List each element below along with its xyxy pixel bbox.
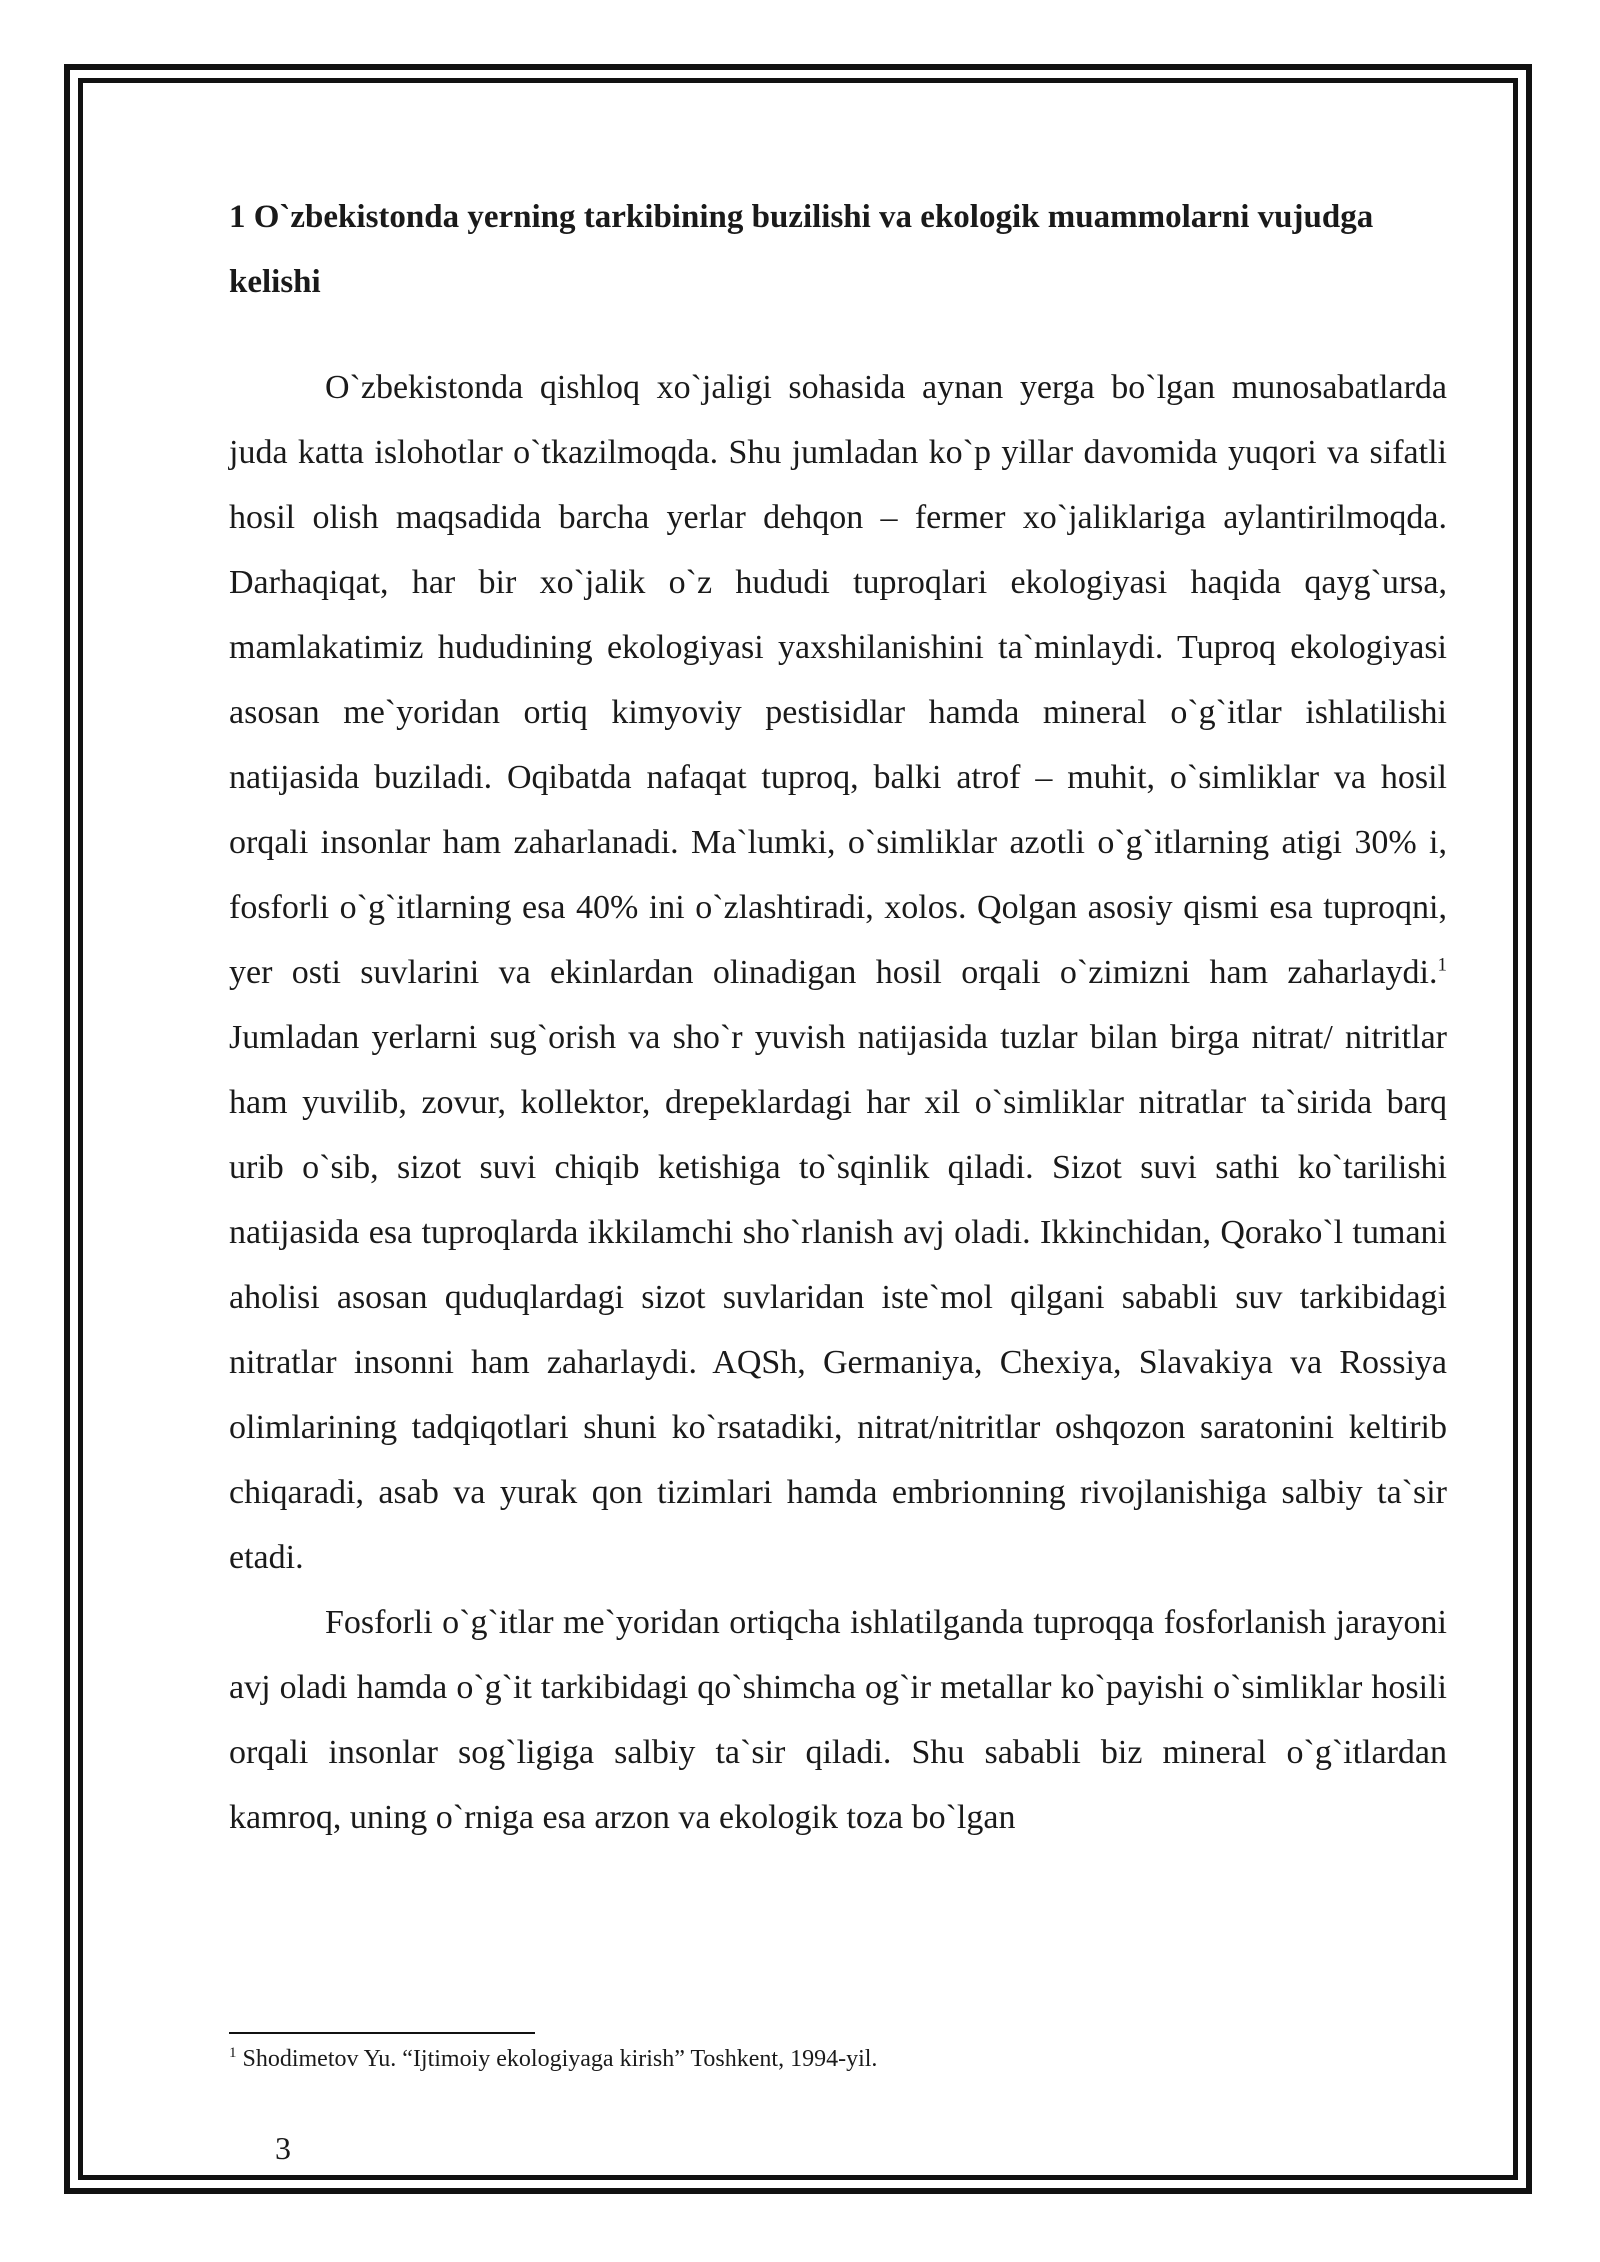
paragraph-1-text-a: O`zbekistonda qishloq xo`jaligi sohasida aynan yerga bo`lgan munosabatlarda juda katta islohotlar o`tkazilmoqda. Shu jumladan ko`p yillar davomida yuqori va sifatli hosil olish maqsadida barcha yerlar dehqon – fermer xo`jaliklariga aylantirilmoqda. Darhaqiqat, har bir xo`jalik o`z hududi tuproqlari ekologiyasi haqida qayg`ursa, mamlakatimiz hududining ekologiyasi yaxshilanishini ta`minlaydi. Tuproq ekologiyasi asosan me`yoridan ortiq kimyoviy pestisidlar hamda mineral o`g`itlar ishlatilishi natijasida buziladi. Oqibatda nafaqat tuproq, balki atrof – muhit, o`simliklar va hosil orqali insonlar ham zaharlanadi. Ma`lumki, o`simliklar azotli o`g`itlarning atigi 30% i, fosforli o`g`itlarning esa 40% ini o`zlashtiradi, xolos. Qolgan asosiy qismi esa tuproqni, yer osti suvlarini va ekinlardan olinadigan hosil orqali o`zimizni ham zaharlaydi. — [229, 369, 1447, 991]
paragraph-1-text-b: Jumladan yerlarni sug`orish va sho`r yuvish natijasida tuzlar bilan birga nitrat/ nitritlar ham yuvilib, zovur, kollektor, drepeklardagi har xil o`simliklar nitratlar ta`sirida barq urib o`sib, sizot suvi chiqib ketishiga to`sqinlik qiladi. Sizot suvi sathi ko`tarilishi natijasida esa tuproqlarda ikkilamchi sho`rlanish avj oladi. Ikkinchidan, Qorako`l tumani aholisi asosan quduqlardagi sizot suvlaridan iste`mol qilgani sababli suv tarkibidagi nitratlar insonni ham zaharlaydi. AQSh, Germaniya, Chexiya, Slavakiya va Rossiya olimlarining tadqiqotlari shuni ko`rsatadiki, nitrat/nitritlar oshqozon saratonini keltirib chiqaradi, asab va yurak qon tizimlari hamda embrionning rivojlanishiga salbiy ta`sir etadi. — [229, 1019, 1447, 1576]
page-number: 3 — [275, 2130, 291, 2166]
footnote-reference[interactable]: 1 — [1437, 954, 1447, 976]
paragraph-1 — [229, 355, 1447, 1590]
footnote-number: 1 — [229, 2045, 237, 2061]
footnote-separator — [229, 2032, 535, 2034]
footnote-text: Shodimetov Yu. “Ijtimoiy ekologiyaga kirish” Toshkent, 1994-yil. — [236, 2046, 878, 2072]
paragraph-2: Fosforli o`g`itlar me`yoridan ortiqcha ishlatilganda tuproqqa fosforlanish jarayoni avj oladi hamda o`g`it tarkibidagi qo`shimcha og`ir metallar ko`payishi o`simliklar hosili orqali insonlar sog`ligiga salbiy ta`sir qiladi. Shu sababli biz mineral o`g`itlardan kamroq, uning o`rniga esa arzon va ekologik toza bo`lgan — [229, 1604, 1447, 1836]
page-content — [229, 185, 1447, 1850]
section-heading: 1 O`zbekistonda yerning tarkibining buzilishi va ekologik muammolarni vujudga kelishi — [229, 199, 1374, 300]
footnote — [229, 2044, 877, 2074]
